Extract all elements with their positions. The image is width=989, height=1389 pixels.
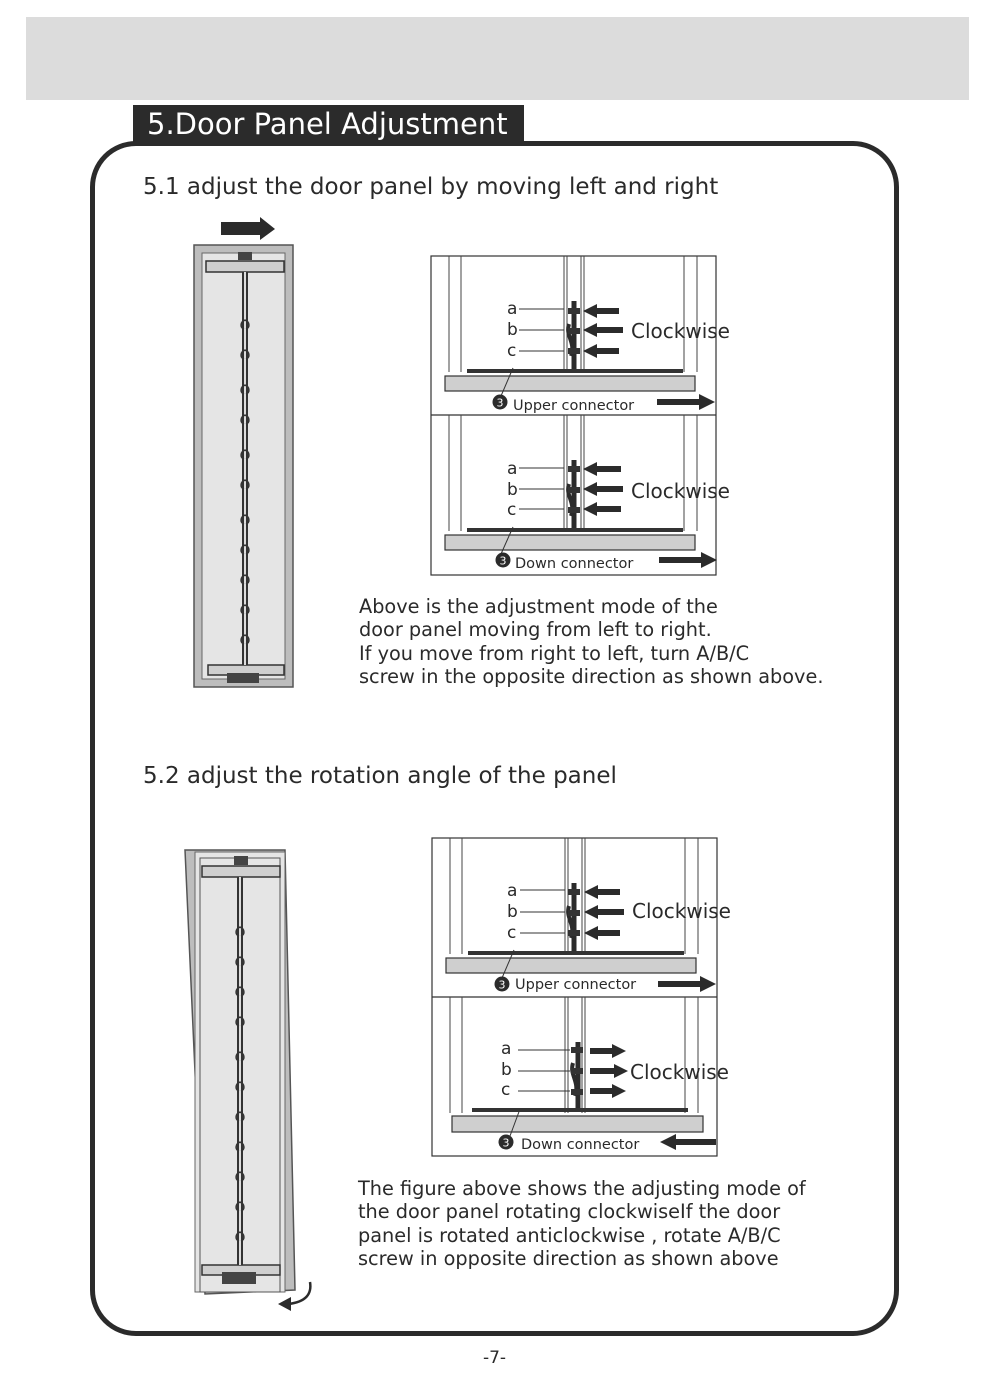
connector-label: Upper connector <box>515 977 637 993</box>
direction-label: Clockwise <box>632 899 731 923</box>
section-title: 5.Door Panel Adjustment <box>133 105 524 143</box>
header-band <box>26 17 969 100</box>
page-number: -7- <box>482 1348 507 1368</box>
screw-label-c: c <box>507 341 517 361</box>
screw-label-a: a <box>501 1039 512 1059</box>
connector-detail-5-1 <box>431 256 741 576</box>
connector-label: Down connector <box>515 556 634 572</box>
subsection-heading-5-1: 5.1 adjust the door panel by moving left and right <box>143 174 719 200</box>
screw-label-c: c <box>501 1080 511 1100</box>
screw-label-a: a <box>507 881 518 901</box>
instruction-text-5-2: The figure above shows the adjusting mode of the door panel rotating clockwiseIf the door panel is rotated anticlockwise , rotate A/B/C screw in opposite direction as shown above <box>358 1177 806 1270</box>
screw-label-a: a <box>507 459 518 479</box>
door-panel-rotated-figure <box>180 842 320 1317</box>
direction-label: Clockwise <box>631 319 730 343</box>
instruction-text-5-1: Above is the adjustment mode of the door panel moving from left to right. If you move from right to left, turn A/B/C screw in the opposite direction as shown above. <box>359 595 824 688</box>
screw-label-b: b <box>507 320 518 340</box>
connector-number: 3 <box>498 978 506 992</box>
screw-label-c: c <box>507 500 517 520</box>
screw-label-b: b <box>507 902 518 922</box>
rotate-arrow <box>278 1297 291 1311</box>
connector-label: Upper connector <box>513 398 635 414</box>
screw-label-b: b <box>501 1060 512 1080</box>
connector-detail-5-2 <box>432 838 742 1158</box>
door-panel-front-figure <box>185 215 305 695</box>
direction-label: Clockwise <box>630 1060 729 1084</box>
screw-label-c: c <box>507 923 517 943</box>
connector-number: 3 <box>502 1136 510 1150</box>
connector-label: Down connector <box>521 1137 640 1153</box>
screw-label-b: b <box>507 480 518 500</box>
move-right-arrow <box>221 217 275 240</box>
connector-number: 3 <box>499 554 507 568</box>
connector-number: 3 <box>496 396 504 410</box>
subsection-heading-5-2: 5.2 adjust the rotation angle of the panel <box>143 763 617 789</box>
screw-label-a: a <box>507 299 518 319</box>
direction-label: Clockwise <box>631 479 730 503</box>
